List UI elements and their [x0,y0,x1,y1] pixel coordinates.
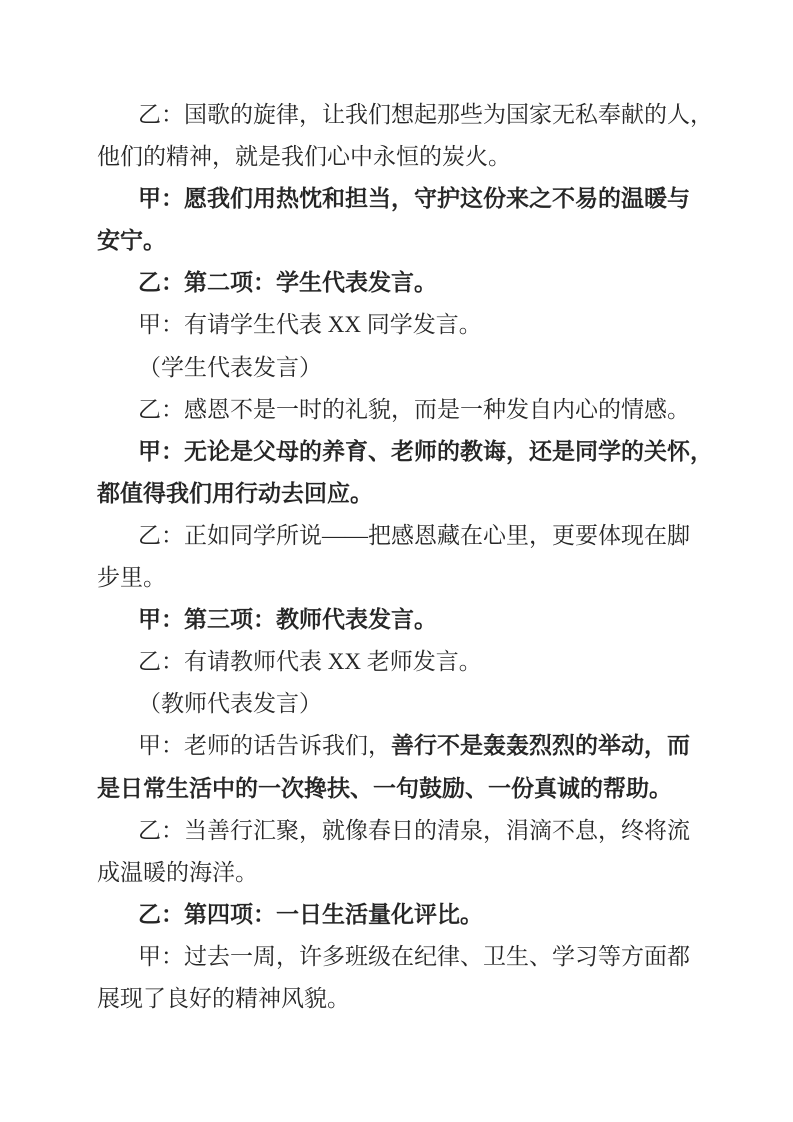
text-segment: 乙：当善行汇聚，就像春日的清泉，涓滴不息，终将流 [138,817,690,843]
text-segment: 乙：感恩不是一时的礼貌，而是一种发自内心的情感。 [138,396,690,422]
text-line [97,389,714,431]
text-segment: 甲：过去一周，许多班级在纪律、卫生、学习等方面都 [138,943,690,969]
text-segment: 甲：有请学生代表 XX 同学发言。 [138,312,482,338]
text-line [97,852,714,894]
bold-text-segment: 乙：第二项：学生代表发言。 [138,270,437,296]
text-segment: 他们的精神，就是我们心中永恒的炭火。 [97,144,511,170]
text-line [97,683,714,725]
text-line [97,473,714,515]
bold-text-segment: 乙：第四项：一日生活量化评比。 [138,901,483,927]
text-line [97,304,714,346]
bold-text-segment: 甲：愿我们用热忱和担当，守护这份来之不易的温暖与 [138,186,690,212]
text-line [97,347,714,389]
text-line [97,936,714,978]
text-line [97,978,714,1020]
text-line [97,515,714,557]
bold-text-segment: 甲：第三项：教师代表发言。 [138,607,437,633]
text-segment: 乙：国歌的旋律，让我们想起那些为国家无私奉献的人， [138,102,713,127]
text-segment: 乙：有请教师代表 XX 老师发言。 [138,649,482,675]
bold-text-segment: 善行不是轰轰烈烈的举动，而 [391,733,690,759]
bold-text-segment: 安宁。 [97,228,166,254]
text-line [97,431,714,473]
text-segment: 乙：正如同学所说——把感恩藏在心里，更要体现在脚 [138,522,690,548]
text-line [97,262,714,304]
text-segment: 展现了良好的精神风貌。 [97,985,350,1011]
bold-text-segment: 甲：无论是父母的养育、老师的教诲，还是同学的关怀， [138,438,713,464]
text-segment: 步里。 [97,565,166,591]
text-line [97,810,714,852]
text-line [97,557,714,599]
text-segment: 甲：老师的话告诉我们， [138,733,391,759]
text-segment: （学生代表发言） [138,354,322,380]
bold-text-segment: 都值得我们用行动去回应。 [97,480,373,506]
text-line [97,178,714,220]
text-segment: 成温暖的海洋。 [97,859,258,885]
text-segment: （教师代表发言） [138,691,322,717]
bold-text-segment: 是日常生活中的一次搀扶、一句鼓励、一份真诚的帮助。 [97,775,672,801]
text-line [97,894,714,936]
text-line [97,641,714,683]
text-line [97,220,714,262]
text-line [97,599,714,641]
text-line [97,136,714,178]
text-line [97,725,714,767]
text-line [97,94,714,136]
text-line [97,768,714,810]
